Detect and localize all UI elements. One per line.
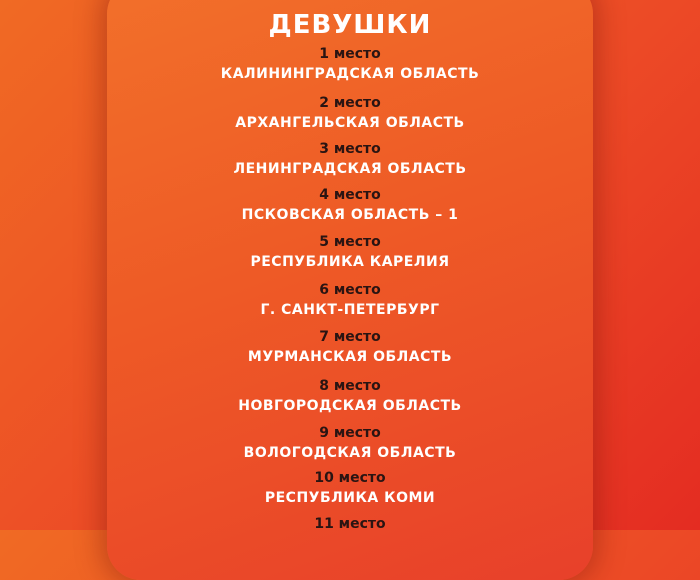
result-entry [107, 233, 593, 271]
place-label: 4 место [319, 187, 381, 203]
result-entry [107, 377, 593, 415]
result-entry [107, 424, 593, 462]
result-entry [107, 469, 593, 507]
place-label: 10 место [314, 470, 386, 486]
region-label: РЕСПУБЛИКА КОМИ [264, 490, 436, 506]
result-entry [107, 94, 593, 132]
region-label: ПСКОВСКАЯ ОБЛАСТЬ – 1 [241, 207, 459, 223]
page-title: ДЕВУШКИ [268, 10, 432, 40]
region-label: ВОЛОГОДСКАЯ ОБЛАСТЬ [243, 445, 457, 461]
result-entry [107, 281, 593, 319]
place-label: 11 место [314, 516, 386, 532]
place-label: 8 место [319, 378, 381, 394]
place-label: 5 место [319, 234, 381, 250]
place-label: 6 место [319, 282, 381, 298]
result-entry [107, 45, 593, 83]
region-label: РЕСПУБЛИКА КАРЕЛИЯ [250, 254, 450, 270]
region-label: МУРМАНСКАЯ ОБЛАСТЬ [247, 349, 453, 365]
place-label: 7 место [319, 329, 381, 345]
region-label: Г. САНКТ-ПЕТЕРБУРГ [260, 302, 440, 318]
place-label: 2 место [319, 95, 381, 111]
result-entry [107, 140, 593, 178]
result-entry [107, 328, 593, 366]
region-label: ЛЕНИНГРАДСКАЯ ОБЛАСТЬ [233, 161, 467, 177]
result-entry [107, 515, 593, 533]
region-label: КАЛИНИНГРАДСКАЯ ОБЛАСТЬ [220, 66, 480, 82]
place-label: 3 место [319, 141, 381, 157]
result-entry [107, 186, 593, 224]
region-label: НОВГОРОДСКАЯ ОБЛАСТЬ [238, 398, 462, 414]
place-label: 1 место [319, 46, 381, 62]
place-label: 9 место [319, 425, 381, 441]
region-label: АРХАНГЕЛЬСКАЯ ОБЛАСТЬ [235, 115, 465, 131]
